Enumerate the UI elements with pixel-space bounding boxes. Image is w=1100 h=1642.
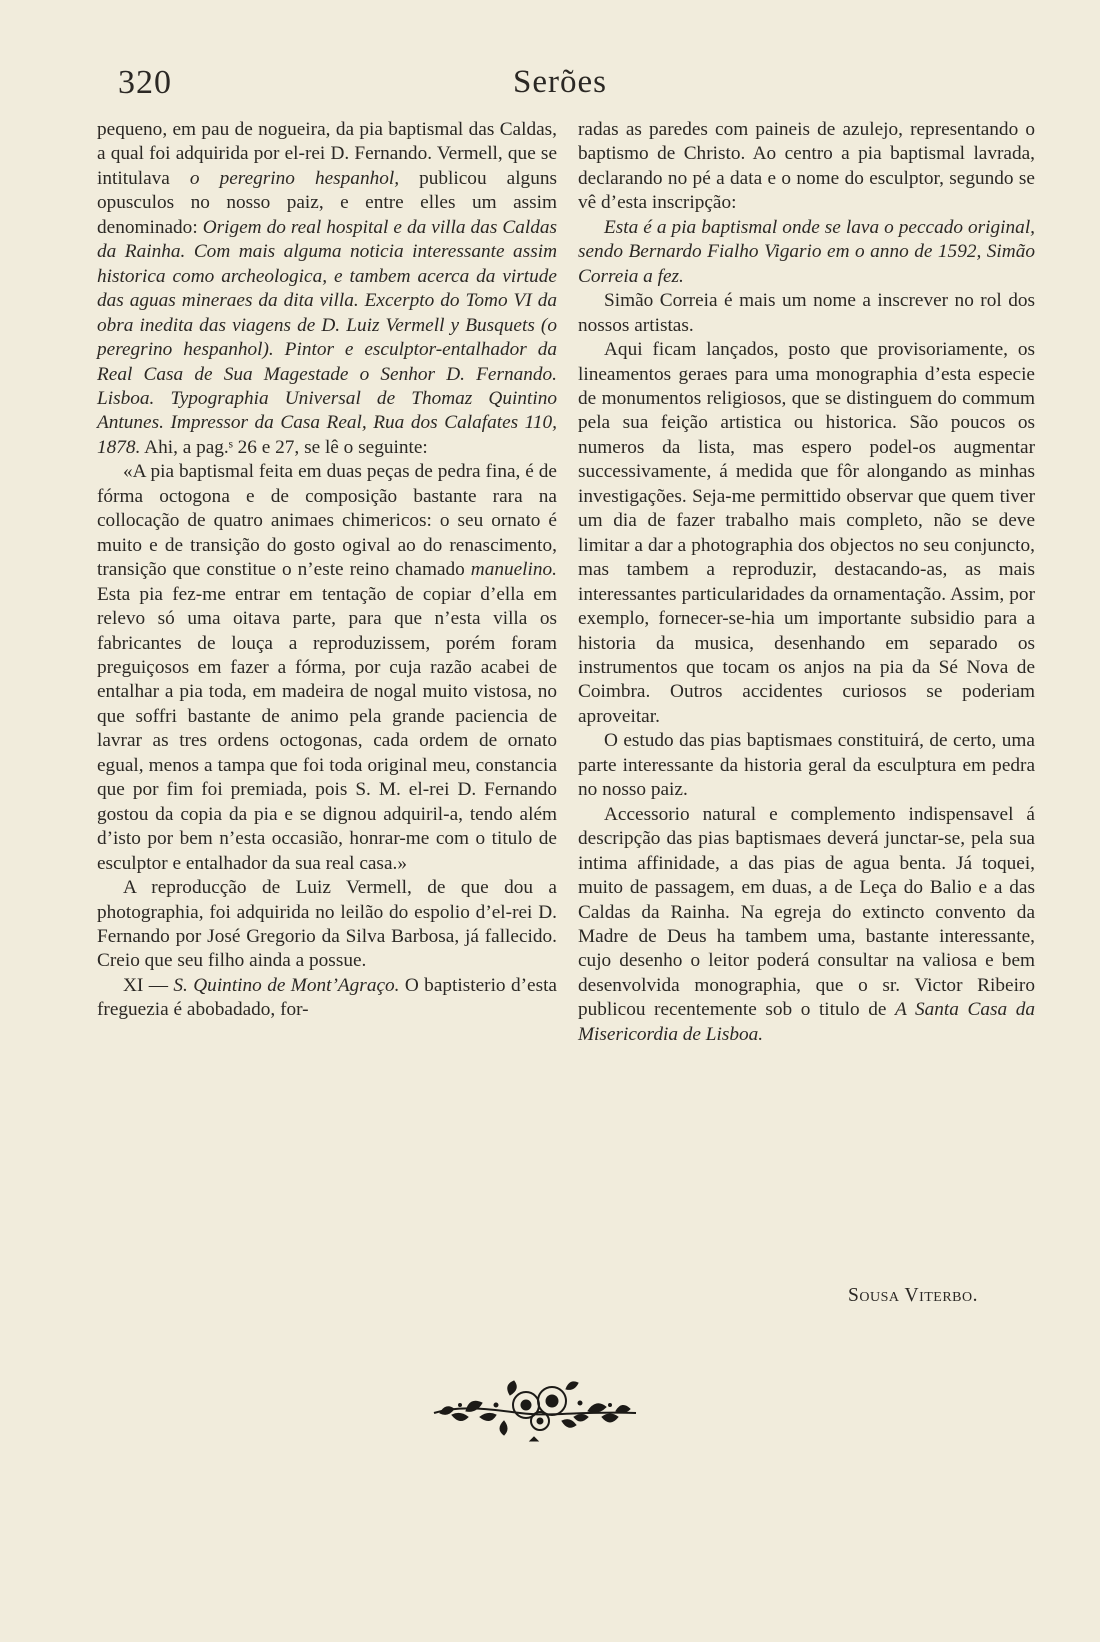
text-run: Accessorio natural e complemento indispensavel á descripção das pias baptismaes deverá junctar-se, pela sua intima affinidade, a das pias de agua benta. Já toquei, muito de passagem, em duas, a de Leça do Balio e a das Caldas da Rainha. Na egreja do extincto convento da Madre de Deus ha tambem uma, bastante interessante, cujo desenho o leitor poderá consultar na valiosa e bem desenvolvida monographia, que o sr. Victor Ribeiro publicou recentemente sob o titulo de <box>578 803 1035 1021</box>
italic-text: A Santa Casa da Misericordia de Lisboa. <box>578 999 1035 1045</box>
text-run: Esta pia fez-me entrar em tentação de copiar d’ella em relevo só uma oitava parte, para que n’esta villa os fabricantes de louça a reproduzissem, porém foram preguiçosos em fazer a fórma, por cuja razão acabei de entalhar a pia toda, em madeira de nogal muito vistosa, no que soffri bastante de animo pela grande paciencia de lavrar as tres ordens octogonas, cada ordem de ornato egual, menos a tampa que foi toda original meu, constancia que por fim foi premiada, pois S. M. el-rei D. Fernando gostou da copia da pia e se dignou adquiril-a, tendo além d’isto por bem n’esta occasião, honrar-me com o titulo de esculptor e entalhador da sua real casa.» <box>97 583 557 874</box>
paragraph <box>97 974 557 1023</box>
text-run: XI — <box>123 974 174 996</box>
text-run: pequeno, em pau de nogueira, da pia baptismal das Caldas, a qual foi adquirida por el-rei D. Fernando. Vermell, que se intitulava <box>97 119 557 189</box>
paragraph <box>97 876 557 974</box>
italic-text: Esta é a pia baptismal onde se lava o peccado original, sendo Bernardo Fialho Vigario em o anno de 1592, Simão Correia a fez. <box>578 216 1035 287</box>
page-number: 320 <box>118 64 172 101</box>
italic-text: Origem do real hospital e da villa das Caldas da Rainha. Com mais alguma noticia interessante assim historica como archeologica, e tambem acerca da virtude das aguas mineraes da dita villa. Excerpto do Tomo VI da obra inedita das viagens de D. Luiz Vermell y Busquets (o peregrino hespanhol). Pintor e esculptor-entalhador da Real Casa de Sua Magestade o Senhor D. Fernando. Lisboa. Typographia Universal de Thomaz Quintino Antunes. Impressor da Casa Real, Rua dos Calafates 110, 1878. <box>97 216 557 458</box>
paragraph <box>97 118 557 460</box>
text-run: «A pia baptismal feita em duas peças de pedra fina, é de fórma octogona e de composição bastante rara na collocação de quatro animaes chimericos: o seu ornato é muito e de transição do gosto ogival ao do renascimento, transição que constitue o n’este reino chamado <box>97 461 557 581</box>
text-run: A reproducção de Luiz Vermell, de que dou a photographia, foi adquirida no leilão do espolio d’el-rei D. Fernando por José Gregorio da Silva Barbosa, já fallecido. Creio que seu filho ainda a possue. <box>97 877 557 972</box>
paragraph <box>578 118 1035 216</box>
text-run: publicou alguns opusculos no nosso paiz, e entre elles um assim denominado: <box>97 167 557 238</box>
text-run: O estudo das pias baptismaes constituirá, de certo, uma parte interessante da historia geral da esculptura em pedra no nosso paiz. <box>578 730 1035 801</box>
running-title: Serões <box>513 64 607 100</box>
paragraph <box>578 803 1035 1048</box>
text-run: radas as paredes com paineis de azulejo, representando o baptismo de Christo. Ao centro a pia baptismal lavrada, declarando no pé a data e o nome do esculptor, segundo se vê d’esta inscripção: <box>578 119 1035 214</box>
left-column <box>97 118 557 1023</box>
inscription <box>578 216 1035 289</box>
text-run: Ahi, a pag.ˢ 26 e 27, se lê o seguinte: <box>140 436 428 458</box>
paragraph <box>97 460 557 876</box>
text-run: Simão Correia é mais um nome a inscrever no rol dos nossos artistas. <box>578 290 1035 336</box>
paragraph <box>578 729 1035 802</box>
paragraph <box>578 338 1035 729</box>
floral-ornament-icon <box>430 1375 640 1445</box>
text-run: Aqui ficam lançados, posto que provisoriamente, os lineamentos geraes para uma monographia d’esta especie de monumentos religiosos, que se distinguem do commum pela sua feição artistica ou historica. São poucos os numeros da lista, mas espero podel-os augmentar successivamente, á medida que fôr alongando as minhas investigações. Seja-me permittido observar que quem tiver um dia de fazer trabalho mais completo, não se deve limitar a dar a photographia dos objectos no seu conjuncto, mas tambem a reproduzir, destacando-as, as mais interessantes particularidades da ornamentação. Assim, por exemplo, fornecer-se-hia um importante subsidio para a historia da musica, desenhando em separado os instrumentos que tocam os anjos na pia da Sé Nova de Coimbra. Outros accidentes curiosos se poderiam aproveitar. <box>578 339 1035 727</box>
italic-text: o peregrino hespanhol, <box>189 167 400 189</box>
italic-text: manuelino. <box>470 559 557 581</box>
author-signature: Sousa Viterbo. <box>848 1285 978 1306</box>
right-column <box>578 118 1035 1047</box>
italic-text: S. Quintino de Mont’Agraço. <box>173 974 400 996</box>
text-run: O baptisterio d’esta freguezia é abobadado, for- <box>97 974 557 1021</box>
paragraph <box>578 289 1035 338</box>
